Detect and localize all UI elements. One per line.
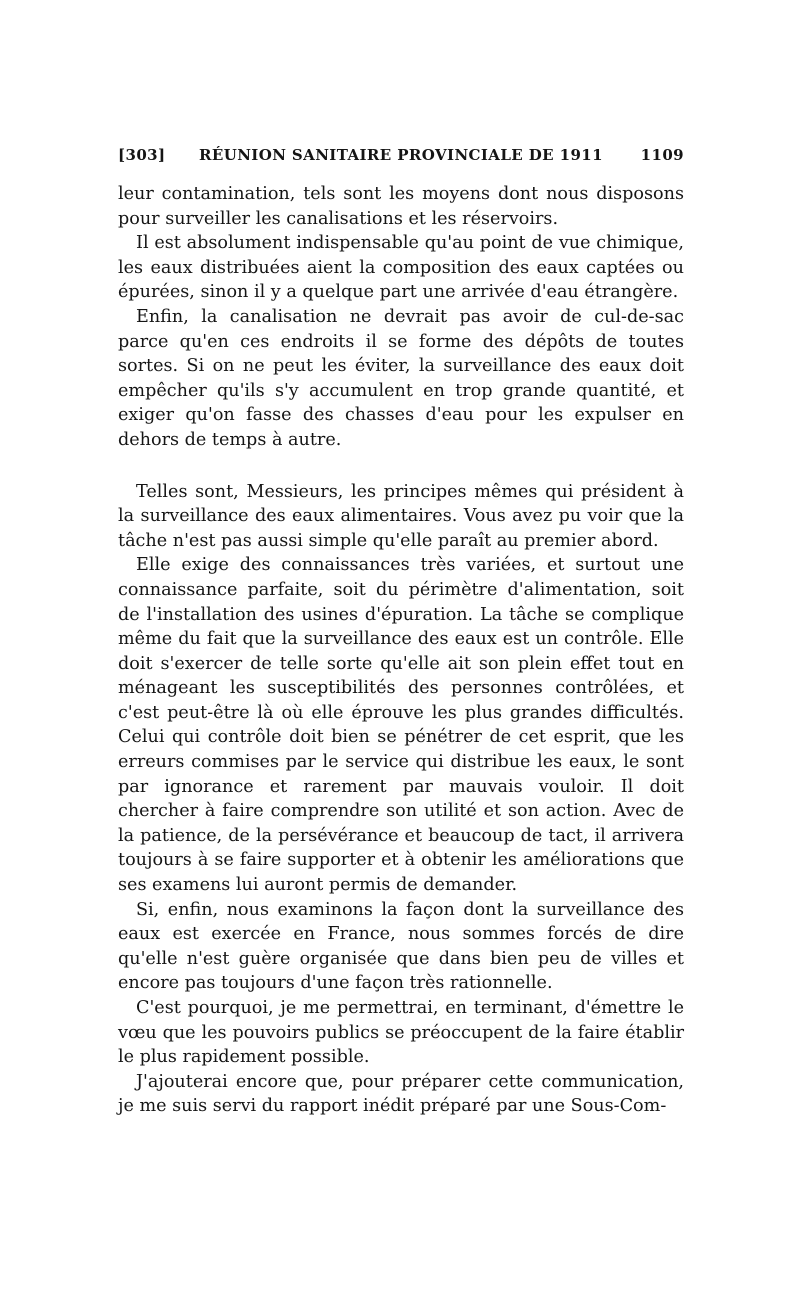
running-title: RÉUNION SANITAIRE PROVINCIALE DE 1911	[199, 146, 603, 164]
paragraph-6: Si, enfin, nous examinons la façon dont la surveillance des eaux est exercée en France, nous sommes forcés de dire qu'elle n'est guère organisée que dans bien peu de villes et encore pas toujours d'une façon très rationnelle.	[118, 899, 684, 994]
paragraph-7: C'est pourquoi, je me permettrai, en terminant, d'émettre le vœu que les pouvoirs publics se préoccupent de la faire établir le plus rapidement possible.	[118, 998, 684, 1068]
page	[118, 0, 684, 1304]
body-text	[118, 182, 684, 1119]
running-header	[118, 146, 684, 170]
paragraph-2: Il est absolument indispensable qu'au point de vue chimique, les eaux distribuées aient la composition des eaux captées ou épurées, sinon il y a quelque part une arrivée d'eau étrangère.	[118, 233, 684, 303]
paragraph-1: leur contamination, tels sont les moyens dont nous disposons pour surveiller les canalisations et les réservoirs.	[118, 184, 684, 229]
paragraph-5: Elle exige des connaissances très variées, et surtout une connaissance parfaite, soit du périmètre d'alimentation, soit de l'installation des usines d'épuration. La tâche se complique même du fait que la surveillance des eaux est un contrôle. Elle doit s'exercer de telle sorte qu'elle ait son plein effet tout en ménageant les susceptibilités des personnes contrôlées, et c'est peut-être là où elle éprouve les plus grandes difficultés. Celui qui contrôle doit bien se pénétrer de cet esprit, que les erreurs commises par le service qui distribue les eaux, le sont par ignorance et rarement par mauvais vouloir. Il doit chercher à faire comprendre son utilité et son action. Avec de la patience, de la persévérance et beaucoup de tact, il arrivera toujours à se faire supporter et à obtenir les améliorations que ses examens lui auront permis de demander.	[118, 555, 684, 896]
paragraph-4: Telles sont, Messieurs, les principes mêmes qui président à la surveillance des eaux alimentaires. Vous avez pu voir que la tâche n'est pas aussi simple qu'elle paraît au premier abord.	[118, 481, 684, 551]
paragraph-3: Enfin, la canalisation ne devrait pas avoir de cul-de-sac parce qu'en ces endroits il se forme des dépôts de toutes sortes. Si on ne peut les éviter, la surveillance des eaux doit empêcher qu'ils s'y accumulent en trop grande quantité, et exiger qu'on fasse des chasses d'eau pour les expulser en dehors de temps à autre.	[118, 306, 684, 450]
page-number: 1109	[640, 146, 684, 164]
section-number: [303]	[118, 146, 166, 164]
paragraph-8: J'ajouterai encore que, pour préparer cette communication, je me suis servi du rapport inédit préparé par une Sous-Com-	[118, 1071, 684, 1117]
